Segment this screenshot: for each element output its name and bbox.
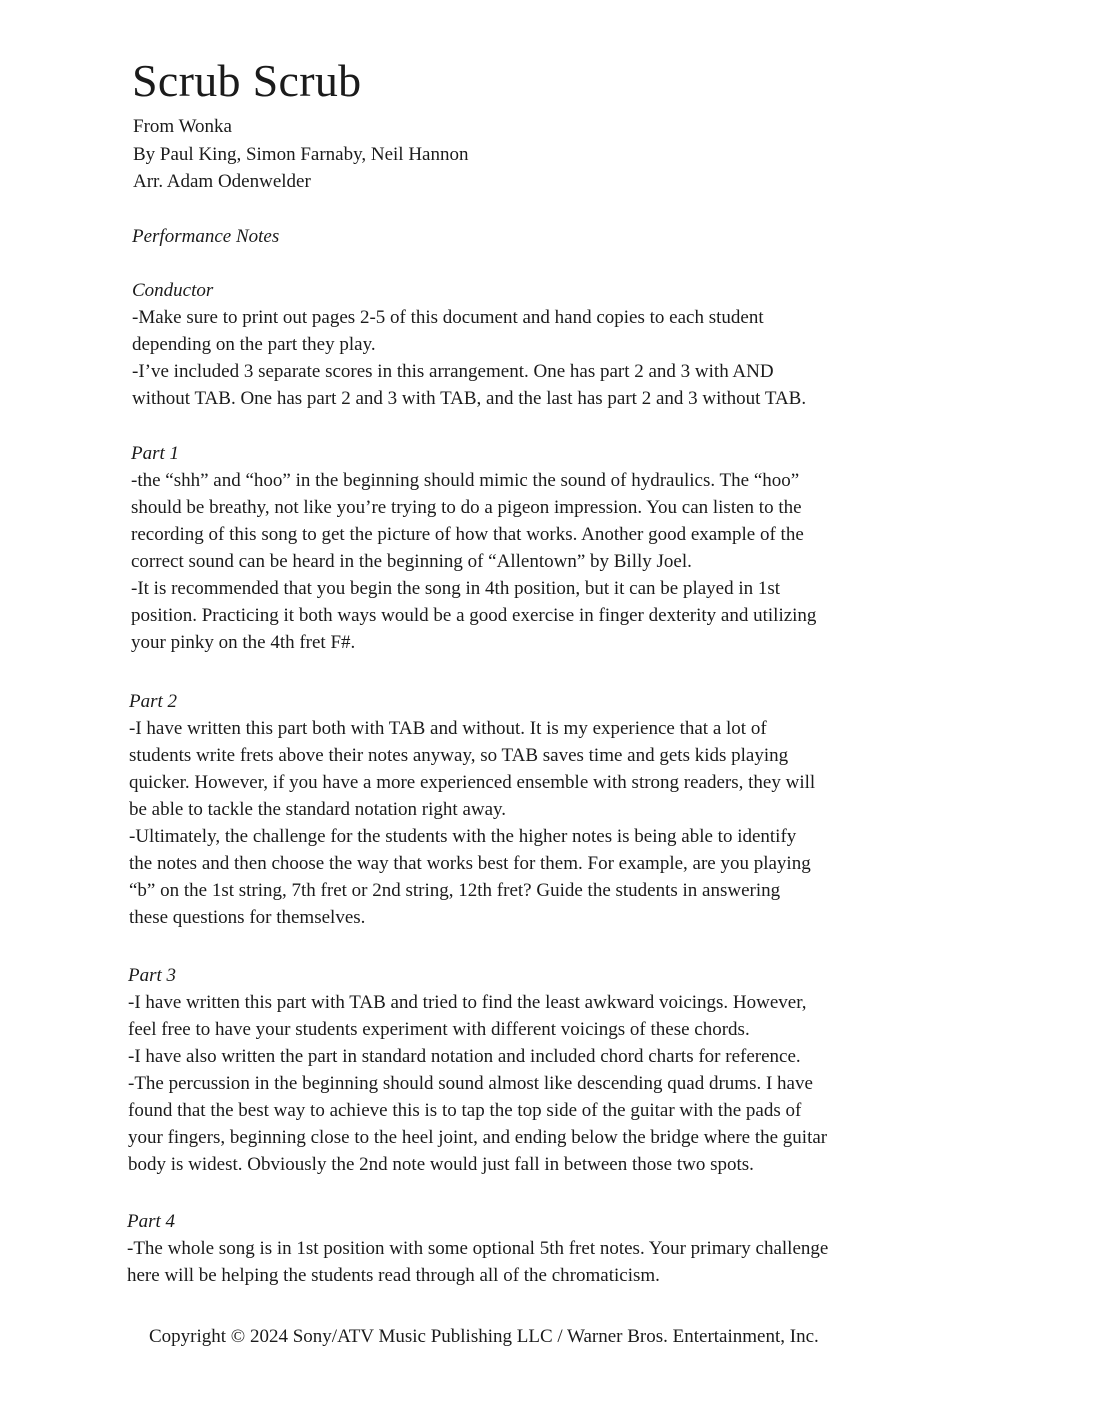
performance-notes-section (132, 223, 982, 250)
conductor-line: without TAB. One has part 2 and 3 with TAB, and the last has part 2 and 3 without TAB. (132, 388, 807, 409)
part1-heading: Part 1 (131, 443, 180, 464)
part3-line: found that the best way to achieve this is to tap the top side of the guitar with the pads of (128, 1100, 802, 1121)
part4-line: here will be helping the students read through all of the chromaticism. (127, 1265, 660, 1286)
conductor-line: depending on the part they play. (132, 334, 376, 355)
arranger-line: Arr. Adam Odenwelder (133, 171, 311, 192)
part4-section (127, 1208, 977, 1289)
copyright-footer: Copyright © 2024 Sony/ATV Music Publishing LLC / Warner Bros. Entertainment, Inc. (149, 1326, 819, 1347)
part3-line: -I have also written the part in standard notation and included chord charts for reference. (128, 1046, 801, 1067)
part1-line: your pinky on the 4th fret F#. (131, 632, 356, 653)
part3-line: your fingers, beginning close to the heel joint, and ending below the bridge where the guitar (128, 1127, 828, 1148)
part3-heading: Part 3 (128, 965, 177, 986)
conductor-heading: Conductor (132, 280, 214, 301)
conductor-line: -Make sure to print out pages 2-5 of this document and hand copies to each student (132, 307, 764, 328)
part2-line: quicker. However, if you have a more experienced ensemble with strong readers, they will (129, 772, 816, 793)
part1-line: -It is recommended that you begin the song in 4th position, but it can be played in 1st (131, 578, 781, 599)
credits-block (133, 113, 468, 196)
conductor-line: -I’ve included 3 separate scores in this arrangement. One has part 2 and 3 with AND (132, 361, 774, 382)
part1-section (131, 440, 981, 656)
part3-line: -I have written this part with TAB and tried to find the least awkward voicings. However, (128, 992, 807, 1013)
part1-line: correct sound can be heard in the beginning of “Allentown” by Billy Joel. (131, 551, 692, 572)
part2-line: -I have written this part both with TAB and without. It is my experience that a lot of (129, 718, 767, 739)
conductor-section (132, 277, 982, 412)
part3-line: -The percussion in the beginning should sound almost like descending quad drums. I have (128, 1073, 813, 1094)
part3-section (128, 962, 978, 1178)
part1-line: recording of this song to get the picture of how that works. Another good example of the (131, 524, 804, 545)
part2-section (129, 688, 979, 931)
authors-line: By Paul King, Simon Farnaby, Neil Hannon (133, 143, 469, 165)
part3-line: feel free to have your students experiment with different voicings of these chords. (128, 1019, 750, 1040)
source-line: From Wonka (133, 116, 232, 137)
part2-line: the notes and then choose the way that works best for them. For example, are you playing (129, 853, 811, 874)
part2-line: “b” on the 1st string, 7th fret or 2nd string, 12th fret? Guide the students in answering (129, 880, 781, 901)
part1-line: -the “shh” and “hoo” in the beginning should mimic the sound of hydraulics. The “hoo” (131, 470, 800, 491)
part2-heading: Part 2 (129, 691, 178, 712)
part2-line: students write frets above their notes anyway, so TAB saves time and gets kids playing (129, 745, 789, 766)
part2-line: these questions for themselves. (129, 907, 366, 928)
document-title: Scrub Scrub (132, 55, 362, 106)
part1-line: should be breathy, not like you’re trying to do a pigeon impression. You can listen to the (131, 497, 802, 518)
part1-line: position. Practicing it both ways would be a good exercise in finger dexterity and utilizing (131, 605, 817, 626)
part2-line: -Ultimately, the challenge for the students with the higher notes is being able to identify (129, 826, 797, 847)
part3-line: body is widest. Obviously the 2nd note would just fall in between those two spots. (128, 1154, 754, 1175)
part2-line: be able to tackle the standard notation right away. (129, 799, 507, 820)
part4-line: -The whole song is in 1st position with some optional 5th fret notes. Your primary challenge (127, 1238, 829, 1259)
performance-notes-heading: Performance Notes (132, 226, 280, 247)
part4-heading: Part 4 (127, 1211, 176, 1232)
